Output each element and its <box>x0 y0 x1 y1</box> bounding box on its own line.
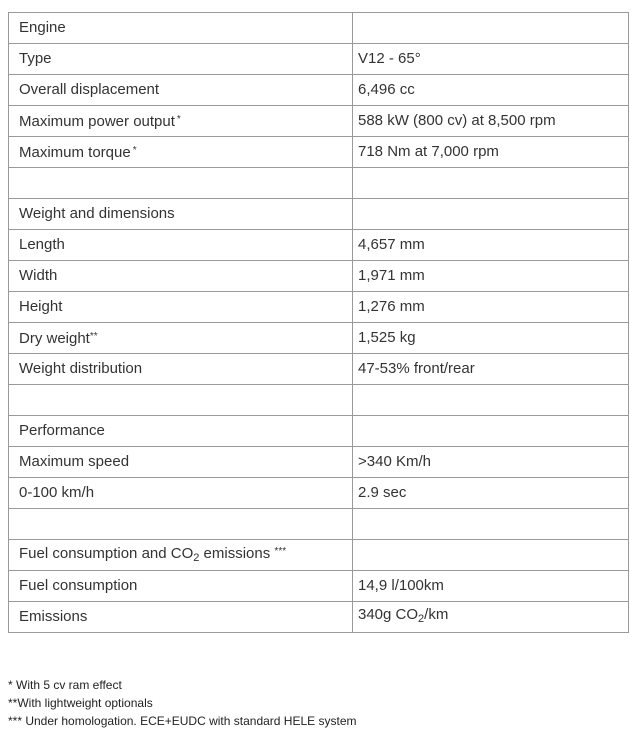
spec-value: 14,9 l/100km <box>353 571 629 602</box>
spec-label: Length <box>9 230 353 261</box>
footnotes <box>8 676 357 730</box>
table-row <box>9 540 629 571</box>
spec-label: Dry weight <box>19 330 90 347</box>
spec-value: 340g CO <box>358 606 419 623</box>
spec-label: Height <box>9 292 353 323</box>
table-row <box>9 571 629 602</box>
table-row <box>9 137 629 168</box>
spec-value: 6,496 cc <box>353 75 629 106</box>
spec-label: Weight distribution <box>9 354 353 385</box>
spec-value-cell <box>353 602 629 633</box>
specs-table <box>8 12 629 633</box>
spec-value: V12 - 65° <box>353 44 629 75</box>
spec-value: 1,971 mm <box>353 261 629 292</box>
table-row <box>9 292 629 323</box>
table-row <box>9 199 629 230</box>
spec-label-cell <box>9 106 353 137</box>
table-row <box>9 75 629 106</box>
table-row <box>9 13 629 44</box>
spec-value: 47-53% front/rear <box>353 354 629 385</box>
table-row <box>9 44 629 75</box>
spacer-row <box>9 168 629 199</box>
spec-label: Maximum speed <box>9 447 353 478</box>
table-row <box>9 106 629 137</box>
spec-label: Fuel consumption <box>9 571 353 602</box>
footnote: *** Under homologation. ECE+EUDC with standard HELE system <box>8 714 357 728</box>
empty-cell <box>9 168 353 199</box>
empty-cell <box>353 509 629 540</box>
subscript: 2 <box>193 552 200 564</box>
footnote-mark: * <box>132 145 137 156</box>
table-row <box>9 416 629 447</box>
footnote-mark: ** <box>89 331 98 342</box>
empty-cell <box>353 199 629 230</box>
spec-value: 718 Nm at 7,000 rpm <box>353 137 629 168</box>
empty-cell <box>353 540 629 571</box>
spacer-row <box>9 385 629 416</box>
footnote-mark: *** <box>274 546 287 557</box>
header-text: emissions <box>199 545 271 562</box>
spec-value: 1,525 kg <box>353 323 629 354</box>
spacer-row <box>9 509 629 540</box>
table-row <box>9 478 629 509</box>
table-row <box>9 602 629 633</box>
empty-cell <box>9 385 353 416</box>
table-row <box>9 261 629 292</box>
spec-label: 0-100 km/h <box>9 478 353 509</box>
spec-label: Emissions <box>9 602 353 633</box>
empty-cell <box>353 385 629 416</box>
spec-value: >340 Km/h <box>353 447 629 478</box>
spec-value: 2.9 sec <box>353 478 629 509</box>
spec-label-cell <box>9 137 353 168</box>
section-header-fuel <box>9 540 353 571</box>
empty-cell <box>353 416 629 447</box>
spec-label: Maximum power output <box>19 113 175 130</box>
section-header-weight: Weight and dimensions <box>9 199 353 230</box>
section-header-performance: Performance <box>9 416 353 447</box>
spec-label: Overall displacement <box>9 75 353 106</box>
footnote: **With lightweight optionals <box>8 696 153 710</box>
empty-cell <box>9 509 353 540</box>
spec-value: 1,276 mm <box>353 292 629 323</box>
table-row <box>9 323 629 354</box>
section-header-engine: Engine <box>9 13 353 44</box>
empty-cell <box>353 13 629 44</box>
table-row <box>9 447 629 478</box>
spec-label: Width <box>9 261 353 292</box>
spec-label: Maximum torque <box>19 144 131 161</box>
header-text: Fuel consumption and CO <box>19 545 194 562</box>
spec-label: Type <box>9 44 353 75</box>
footnote-mark: * <box>176 114 181 125</box>
spec-value: 4,657 mm <box>353 230 629 261</box>
table-row <box>9 230 629 261</box>
spec-value: /km <box>424 606 449 623</box>
spec-label-cell <box>9 323 353 354</box>
footnote: * With 5 cv ram effect <box>8 678 122 692</box>
subscript: 2 <box>418 613 425 625</box>
spec-value: 588 kW (800 cv) at 8,500 rpm <box>353 106 629 137</box>
table-row <box>9 354 629 385</box>
empty-cell <box>353 168 629 199</box>
